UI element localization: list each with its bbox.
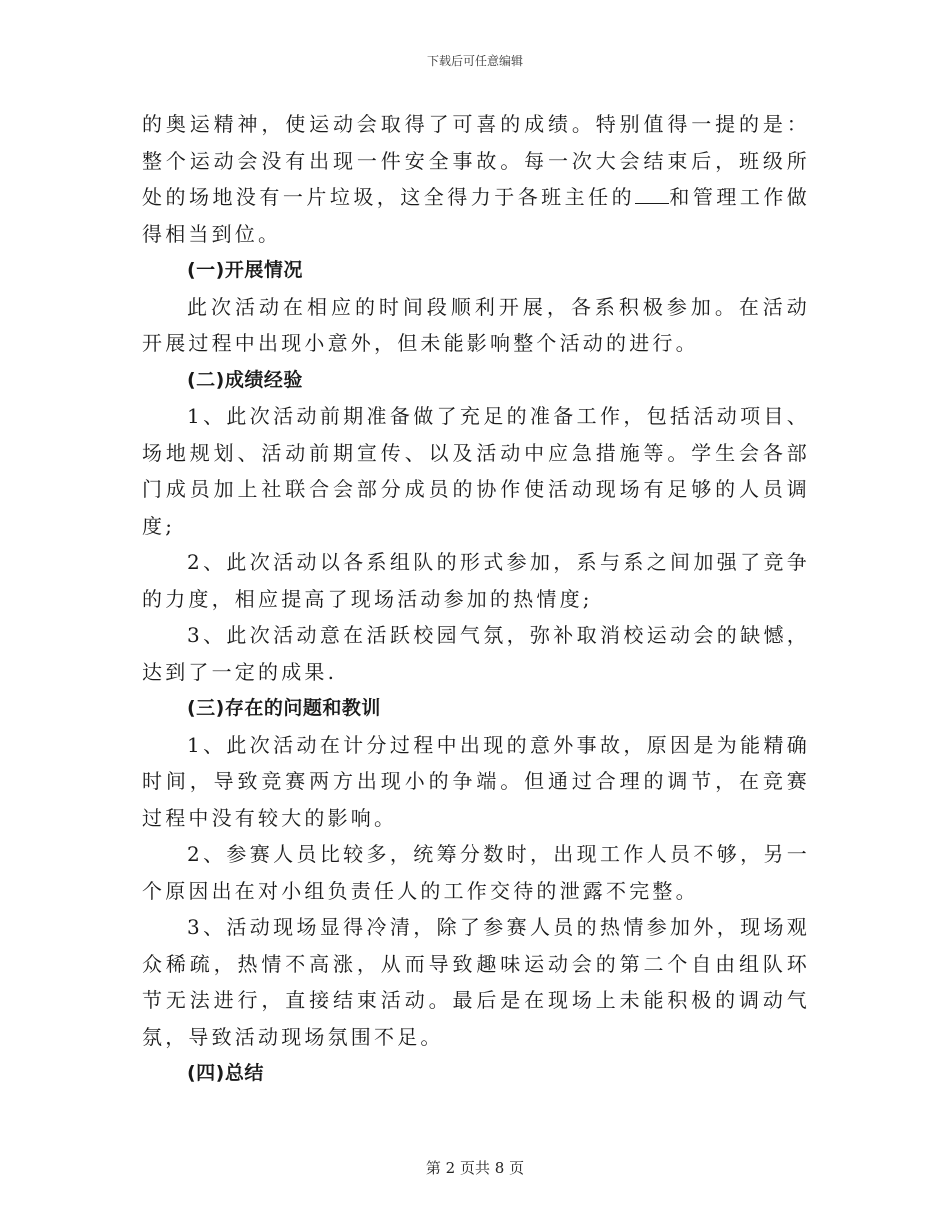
- intro-text-part2: 和管理工作做得相当到位。: [142, 185, 810, 246]
- fill-in-blank: [635, 185, 669, 204]
- section3-paragraph-2: 2、参赛人员比较多，统筹分数时，出现工作人员不够，另一个原因出在对小组负责任人的工作交待的泄露不完整。: [142, 842, 810, 903]
- document-body: [142, 106, 810, 1092]
- page-header-note: 下载后可任意编辑: [426, 54, 523, 68]
- section3-paragraph-1: 1、此次活动在计分过程中出现的意外事故，原因是为能精确时间，导致竞赛两方出现小的争端。但通过合理的调节，在竞赛过程中没有较大的影响。: [142, 732, 810, 830]
- section-heading-2: (二)成绩经验: [187, 368, 303, 391]
- section2-paragraph-3: 3、此次活动意在活跃校园气氛，弥补取消校运动会的缺憾，达到了一定的成果.: [142, 623, 810, 684]
- section1-paragraph-1: 此次活动在相应的时间段顺利开展，各系积极参加。在活动开展过程中出现小意外，但未能影响整个活动的进行。: [142, 294, 810, 355]
- intro-text-part1: 的奥运精神，使运动会取得了可喜的成绩。特别值得一提的是：整个运动会没有出现一件安全事故。每一次大会结束后，班级所处的场地没有一片垃圾，这全得力于各班主任的: [142, 112, 810, 209]
- intro-paragraph: [142, 106, 810, 252]
- section-heading-3: (三)存在的问题和教训: [187, 697, 381, 719]
- page-number-footer: 第 2 页共 8 页: [425, 1159, 525, 1177]
- section-heading-1: (一)开展情况: [187, 259, 303, 281]
- section2-paragraph-1: 1、此次活动前期准备做了充足的准备工作，包括活动项目、场地规划、活动前期宣传、以及活动中应急措施等。学生会各部门成员加上社联合会部分成员的协作使活动现场有足够的人员调度;: [142, 404, 810, 538]
- section3-paragraph-3: 3、活动现场显得冷清，除了参赛人员的热情参加外，现场观众稀疏，热情不高涨，从而导致趣味运动会的第二个自由组队环节无法进行，直接结束活动。最后是在现场上未能积极的调动气氛，导致活动现场氛围不足。: [142, 915, 810, 1049]
- section-heading-4: (四)总结: [187, 1062, 264, 1084]
- section2-paragraph-2: 2、此次活动以各系组队的形式参加，系与系之间加强了竞争的力度，相应提高了现场活动参加的热情度;: [142, 550, 810, 611]
